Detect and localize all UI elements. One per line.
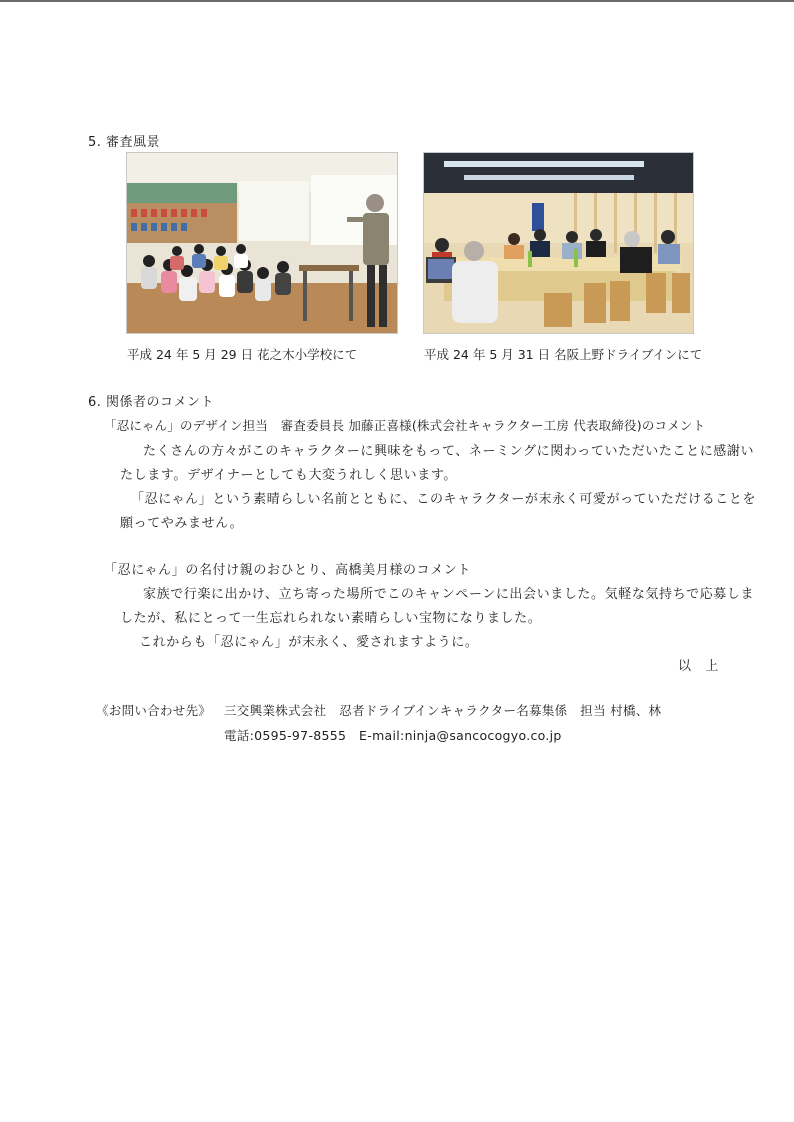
comment-2-title: 「忍にゃん」の名付け親のおひとり、高橋美月様のコメント xyxy=(104,563,471,578)
closing-mark: 以 上 xyxy=(678,659,719,674)
contact-label: 《お問い合わせ先》 xyxy=(96,703,212,718)
comment-1-line: 「忍にゃん」という素晴らしい名前とともに、このキャラクターが末永く可愛がっていただけることを xyxy=(131,492,757,507)
contact-organization: 三交興業株式会社 忍者ドライブインキャラクター名募集係 担当 村橋、林 xyxy=(224,703,662,718)
meeting-room-photo xyxy=(423,152,694,334)
meeting-room-photo-caption: 平成 24 年 5 月 31 日 名阪上野ドライブインにて xyxy=(424,347,703,362)
section-6-heading: 6. 関係者のコメント xyxy=(88,395,215,410)
contact-details: 電話:0595-97-8555 E-mail:ninja@sancocogyo.co.jp xyxy=(224,728,562,743)
comment-1-title: 「忍にゃん」のデザイン担当 審査委員長 加藤正喜様(株式会社キャラクター工房 代表取締役)のコメント xyxy=(104,418,706,433)
comment-1-line: たします。デザイナーとしても大変うれしく思います。 xyxy=(120,468,458,483)
comment-1-line: たくさんの方々がこのキャラクターに興味をもって、ネーミングに関わっていただいたことに感謝い xyxy=(143,444,755,459)
comment-2-line: 家族で行楽に出かけ、立ち寄った場所でこのキャンペーンに出会いました。気軽な気持ちで応募しま xyxy=(143,587,755,602)
comment-2-line: したが、私にとって一生忘れられない素晴らしい宝物になりました。 xyxy=(120,611,542,626)
comment-2-line: これからも「忍にゃん」が末永く、愛されますように。 xyxy=(139,635,479,650)
section-5-heading: 5. 審査風景 xyxy=(88,135,161,150)
comment-1-line: 願ってやみません。 xyxy=(120,516,244,531)
classroom-photo-caption: 平成 24 年 5 月 29 日 花之木小学校にて xyxy=(127,347,358,362)
page-top-edge xyxy=(0,0,794,2)
classroom-photo xyxy=(126,152,398,334)
